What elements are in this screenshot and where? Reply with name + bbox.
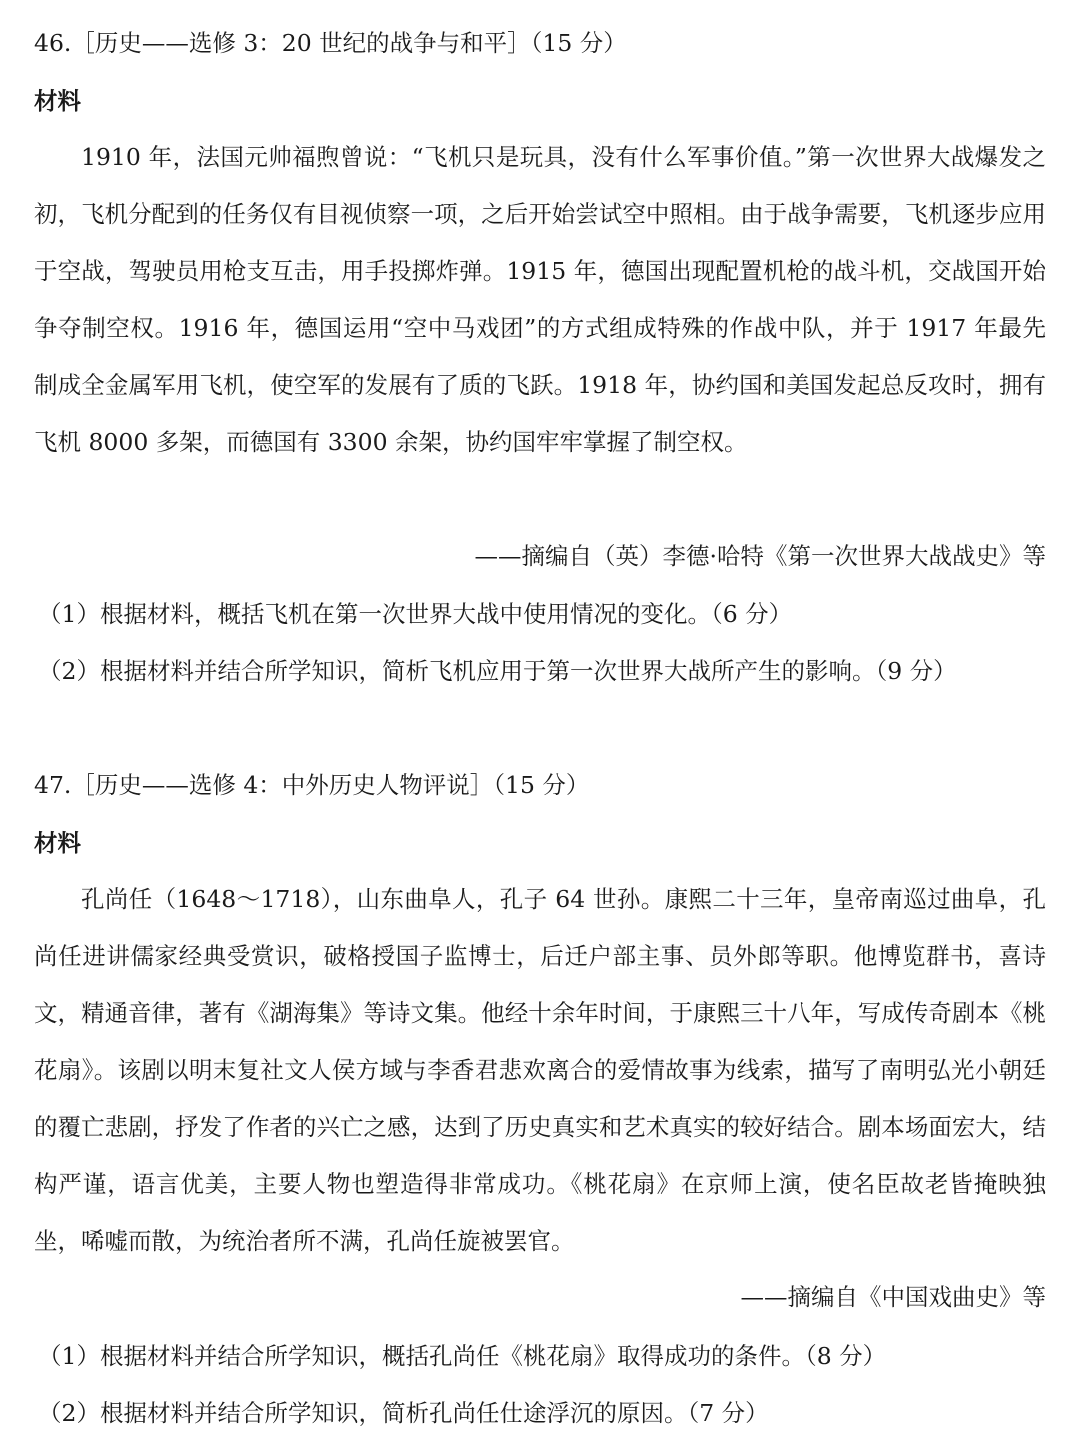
question-46-subquestion-1: （1）根据材料，概括飞机在第一次世界大战中使用情况的变化。（6 分） <box>38 600 793 628</box>
question-47-heading: 47.［历史——选修 4：中外历史人物评说］（15 分） <box>34 771 590 799</box>
question-47-subquestion-1: （1）根据材料并结合所学知识，概括孔尚任《桃花扇》取得成功的条件。（8 分） <box>38 1342 887 1370</box>
question-47-material-text: 孔尚任（1648～1718），山东曲阜人，孔子 64 世孙。康熙二十三年，皇帝南巡过曲阜，孔尚任进讲儒家经典受赏识，破格授国子监博士，后迁户部主事、员外郎等职。他博览群书，喜诗文，精通音律，著有《湖海集》等诗文集。他经十余年时间，于康熙三十八年，写成传奇剧本《桃花扇》。该剧以明末复社文人侯方域与李香君悲欢离合的爱情故事为线索，描写了南明弘光小朝廷的覆亡悲剧，抒发了作者的兴亡之感，达到了历史真实和艺术真实的较好结合。剧本场面宏大，结构严谨，语言优美，主要人物也塑造得非常成功。《桃花扇》在京师上演，使名臣故老皆掩映独坐，唏嘘而散，为统治者所不满，孔尚任旋被罢官。 <box>34 885 1046 1255</box>
question-46-material-label: 材料 <box>34 87 81 115</box>
question-46-material-text: 1910 年，法国元帅福煦曾说：“飞机只是玩具，没有什么军事价值。”第一次世界大战爆发之初，飞机分配到的任务仅有目视侦察一项，之后开始尝试空中照相。由于战争需要，飞机逐步应用于空战，驾驶员用枪支互击，用手投掷炸弹。1915 年，德国出现配置机枪的战斗机，交战国开始争夺制空权。1916 年，德国运用“空中马戏团”的方式组成特殊的作战中队，并于 1917 年最先制成全金属军用飞机，使空军的发展有了质的飞跃。1918 年，协约国和美国发起总反攻时，拥有飞机 8000 多架，而德国有 3300 余架，协约国牢牢掌握了制空权。 <box>34 143 1046 456</box>
question-47-material-label: 材料 <box>34 829 81 857</box>
question-47-subquestion-2: （2）根据材料并结合所学知识，简析孔尚任仕途浮沉的原因。（7 分） <box>38 1399 769 1427</box>
question-47-source: ——摘编自《中国戏曲史》等 <box>740 1283 1046 1311</box>
question-46-subquestion-2: （2）根据材料并结合所学知识，简析飞机应用于第一次世界大战所产生的影响。（9 分） <box>38 657 957 685</box>
question-46-heading: 46.［历史——选修 3：20 世纪的战争与和平］（15 分） <box>34 29 627 57</box>
question-46-source: ——摘编自（英）李德·哈特《第一次世界大战战史》等 <box>474 542 1046 570</box>
